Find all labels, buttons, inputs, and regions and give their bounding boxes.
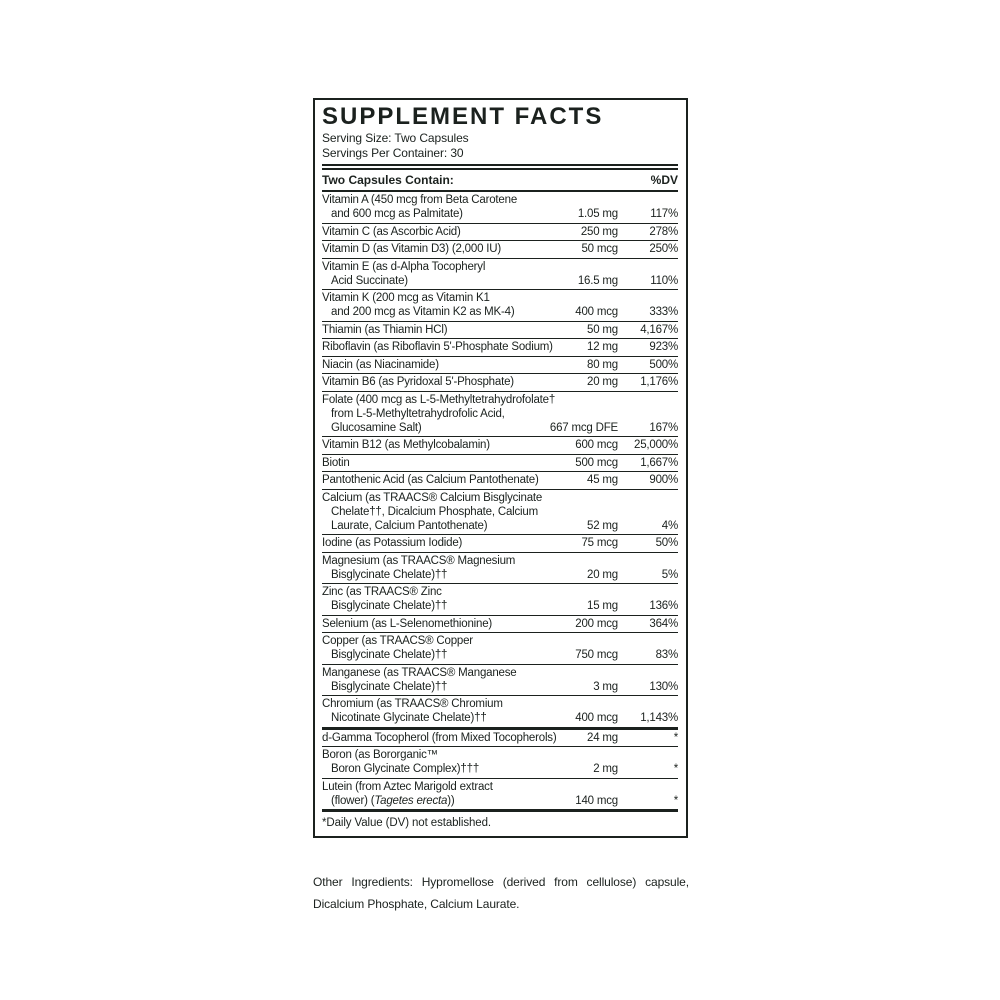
nutrient-name: 923% 12 mg Riboflavin (as Riboflavin 5'-Phosphate Sodium) — [322, 341, 678, 353]
nutrient-row — [322, 241, 678, 259]
nutrient-daily-value: 167% — [649, 421, 678, 434]
nutrient-name: * 24 mg d-Gamma Tocopherol (from Mixed Tocopherols) — [322, 731, 678, 744]
nutrient-name-continuation: 5% 20 mg Bisglycinate Chelate)†† — [331, 568, 678, 581]
nutrient-row — [322, 392, 678, 438]
nutrient-amount: 75 mcg — [581, 537, 618, 549]
nutrient-amount: 400 mcg — [575, 712, 618, 724]
nutrient-name-continuation: from L-5-Methyltetrahydrofolic Acid, — [331, 407, 505, 420]
nutrient-daily-value: * — [673, 794, 678, 807]
supplement-facts-panel — [313, 98, 688, 838]
nutrient-amount: 12 mg — [587, 341, 618, 353]
nutrient-name: Chromium (as TRAACS® Chromium — [322, 698, 503, 710]
nutrient-name: Vitamin E (as d-Alpha Tocopheryl — [322, 260, 486, 273]
nutrient-daily-value: 25,000% — [634, 439, 678, 451]
nutrient-daily-value: 250% — [649, 243, 678, 255]
nutrient-row — [322, 357, 678, 375]
nutrient-name-continuation: 136% 15 mg Bisglycinate Chelate)†† — [331, 600, 678, 612]
nutrient-amount: 200 mcg — [575, 617, 618, 630]
nutrient-daily-value: 1,143% — [640, 712, 678, 724]
nutrient-row — [322, 290, 678, 322]
nutrient-amount: 20 mg — [587, 376, 618, 388]
servings-per-container: Servings Per Container: 30 — [322, 145, 464, 160]
nutrient-row — [322, 490, 678, 536]
nutrient-daily-value: 333% — [649, 306, 678, 318]
nutrient-amount: 250 mg — [580, 225, 618, 238]
nutrient-amount: 1.05 mg — [577, 208, 618, 220]
nutrient-name: 1,176% 20 mg Vitamin B6 (as Pyridoxal 5'-Phosphate) — [322, 376, 678, 388]
nutrient-name: 500% 80 mg Niacin (as Niacinamide) — [322, 358, 678, 371]
nutrient-daily-value: 1,176% — [640, 376, 678, 388]
nutrient-name: 364% 200 mcg Selenium (as L-Selenomethionine) — [322, 617, 678, 630]
nutrient-amount: 500 mcg — [575, 456, 618, 469]
nutrient-name: 50% 75 mcg Iodine (as Potassium Iodide) — [322, 537, 678, 549]
nutrient-amount: 16.5 mg — [577, 274, 618, 287]
nutrient-daily-value: 364% — [649, 617, 678, 630]
nutrient-name: Magnesium (as TRAACS® Magnesium — [322, 554, 516, 567]
nutrient-daily-value: 500% — [649, 358, 678, 371]
other-ingredients-text: Other Ingredients: Hypromellose (derived from cellulose) capsule, Dicalcium Phosphate, Calcium Laurate. — [313, 875, 689, 911]
nutrient-amount: 15 mg — [587, 600, 618, 612]
nutrient-name: 278% 250 mg Vitamin C (as Ascorbic Acid) — [322, 225, 678, 238]
nutrient-amount: 52 mg — [587, 519, 618, 532]
nutrient-name: Boron (as Bororganic™ — [322, 749, 438, 761]
nutrient-name: 1,667% 500 mcg Biotin — [322, 456, 678, 469]
nutrient-daily-value: 110% — [650, 274, 678, 287]
nutrient-daily-value: * — [673, 763, 678, 775]
nutrient-row — [322, 665, 678, 697]
nutrient-daily-value: 136% — [649, 600, 678, 612]
rows-main — [322, 192, 678, 727]
nutrient-amount: 400 mcg — [575, 306, 618, 318]
nutrient-row — [322, 696, 678, 727]
nutrient-daily-value: 5% — [661, 568, 678, 581]
rows-star — [322, 730, 678, 810]
nutrient-name-continuation: * 140 mcg (flower) (Tagetes erecta)) — [331, 794, 678, 807]
nutrient-daily-value: 4% — [661, 519, 678, 532]
panel-title: SUPPLEMENT FACTS — [322, 103, 604, 130]
nutrient-daily-value: 923% — [649, 341, 678, 353]
nutrient-name-continuation: * 2 mg Boron Glycinate Complex)††† — [331, 763, 678, 775]
nutrient-name: Zinc (as TRAACS® Zinc — [322, 586, 442, 598]
nutrient-row — [322, 779, 678, 810]
nutrient-amount: 50 mcg — [581, 243, 618, 255]
nutrient-row — [322, 224, 678, 242]
nutrient-daily-value: 4,167% — [640, 323, 678, 336]
nutrient-row — [322, 633, 678, 665]
nutrient-amount: 600 mcg — [575, 439, 618, 451]
nutrient-name-continuation: 1,143% 400 mcg Nicotinate Glycinate Chelate)†† — [331, 712, 678, 724]
nutrient-row — [322, 535, 678, 553]
nutrient-name: Calcium (as TRAACS® Calcium Bisglycinate — [322, 491, 543, 504]
table-header-left: Two Capsules Contain: — [322, 173, 454, 187]
nutrient-name-continuation: 167% 667 mcg DFE Glucosamine Salt) — [331, 421, 678, 434]
nutrient-name: Vitamin K (200 mcg as Vitamin K1 — [322, 292, 490, 304]
nutrient-name: 250% 50 mcg Vitamin D (as Vitamin D3) (2,000 IU) — [322, 243, 678, 255]
nutrient-name-continuation: 130% 3 mg Bisglycinate Chelate)†† — [331, 680, 678, 693]
nutrient-name-continuation: Chelate††, Dicalcium Phosphate, Calcium — [331, 505, 538, 518]
nutrient-daily-value: 117% — [650, 208, 678, 220]
dv-footnote: *Daily Value (DV) not established. — [322, 817, 491, 829]
nutrient-row — [322, 259, 678, 291]
nutrient-row — [322, 192, 678, 224]
nutrient-row — [322, 730, 678, 748]
nutrient-daily-value: 1,667% — [640, 456, 678, 469]
nutrient-name: Copper (as TRAACS® Copper — [322, 635, 473, 647]
nutrient-daily-value: * — [673, 731, 678, 744]
nutrient-name: 4,167% 50 mg Thiamin (as Thiamin HCl) — [322, 323, 678, 336]
nutrient-name-continuation: 333% 400 mcg and 200 mcg as Vitamin K2 as MK-4) — [331, 306, 678, 318]
nutrient-row — [322, 553, 678, 585]
nutrient-amount: 24 mg — [587, 731, 618, 744]
nutrient-amount: 80 mg — [587, 358, 618, 371]
nutrient-name: Manganese (as TRAACS® Manganese — [322, 666, 517, 679]
nutrient-daily-value: 83% — [655, 649, 678, 661]
nutrient-row — [322, 339, 678, 357]
nutrient-name-continuation: 4% 52 mg Laurate, Calcium Pantothenate) — [331, 519, 678, 532]
nutrient-row — [322, 322, 678, 340]
table-header-dv: %DV — [650, 173, 678, 187]
nutrient-name: Vitamin A (450 mcg from Beta Carotene — [322, 194, 518, 206]
nutrient-name: Lutein (from Aztec Marigold extract — [322, 780, 493, 793]
nutrient-name: 900% 45 mg Pantothenic Acid (as Calcium Pantothenate) — [322, 474, 678, 486]
nutrient-row — [322, 455, 678, 473]
nutrient-name-continuation: 110% 16.5 mg Acid Succinate) — [331, 274, 678, 287]
nutrient-name-continuation: 117% 1.05 mg and 600 mcg as Palmitate) — [331, 208, 678, 220]
nutrient-amount: 50 mg — [587, 323, 618, 336]
nutrient-daily-value: 50% — [655, 537, 678, 549]
nutrient-name: 25,000% 600 mcg Vitamin B12 (as Methylcobalamin) — [322, 439, 678, 451]
nutrient-row — [322, 747, 678, 779]
nutrient-daily-value: 130% — [649, 680, 678, 693]
nutrient-row — [322, 616, 678, 634]
table-header-row — [322, 170, 678, 192]
nutrient-row — [322, 374, 678, 392]
nutrient-daily-value: 900% — [649, 474, 678, 486]
nutrient-amount: 20 mg — [587, 568, 618, 581]
nutrient-daily-value: 278% — [649, 225, 678, 238]
serving-size: Serving Size: Two Capsules — [322, 130, 469, 145]
nutrient-row — [322, 437, 678, 455]
nutrient-row — [322, 472, 678, 490]
nutrient-amount: 750 mcg — [575, 649, 618, 661]
nutrient-row — [322, 584, 678, 616]
nutrient-amount: 3 mg — [593, 680, 618, 693]
nutrient-amount: 45 mg — [587, 474, 618, 486]
nutrient-name: Folate (400 mcg as L-5-Methyltetrahydrofolate† — [322, 393, 556, 406]
nutrient-amount: 2 mg — [593, 763, 618, 775]
nutrient-amount: 140 mcg — [575, 794, 618, 807]
nutrient-amount: 667 mcg DFE — [549, 421, 618, 434]
nutrient-name-continuation: 83% 750 mcg Bisglycinate Chelate)†† — [331, 649, 678, 661]
